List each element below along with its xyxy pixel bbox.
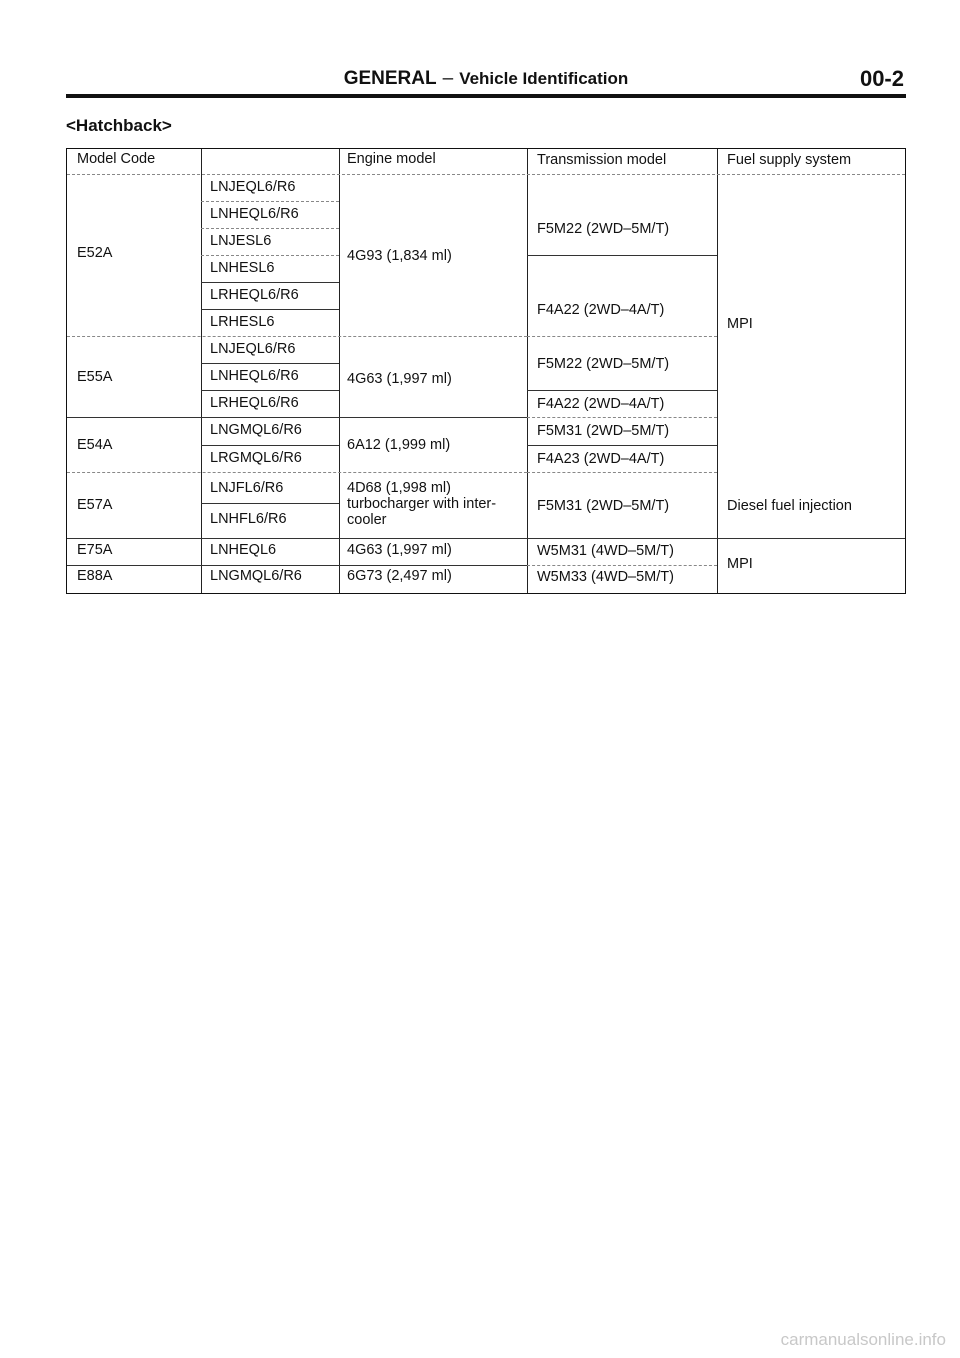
variant-code: LNJEQL6/R6 <box>210 179 296 195</box>
variant-code: LRGMQL6/R6 <box>210 450 302 466</box>
column-header-model-code: Model Code <box>77 151 156 167</box>
engine-model: 4G63 (1,997 ml) <box>347 542 452 558</box>
transmission-model: F4A22 (2WD–4A/T) <box>537 396 665 412</box>
model-code: E75A <box>77 542 113 558</box>
page-title <box>66 68 906 90</box>
transmission-model: W5M31 (4WD–5M/T) <box>537 543 674 559</box>
variant-code: LNHFL6/R6 <box>210 511 287 527</box>
column-header-fuel-supply-system: Fuel supply system <box>727 152 852 168</box>
transmission-model: W5M33 (4WD–5M/T) <box>537 569 674 585</box>
variant-code: LNHEQL6/R6 <box>210 368 299 384</box>
fuel-supply-system: MPI <box>727 556 753 572</box>
body-type-heading: <Hatchback> <box>66 116 172 135</box>
engine-model: 4G63 (1,997 ml) <box>347 371 452 387</box>
variant-code: LNJFL6/R6 <box>210 480 284 496</box>
watermark-footer: carmanualsonline.info <box>780 1330 946 1349</box>
engine-model: 6G73 (2,497 ml) <box>347 568 452 584</box>
group-divider <box>67 538 527 539</box>
variant-code: LRHEQL6/R6 <box>210 395 299 411</box>
page-header <box>66 66 906 98</box>
variant-code: LNHESL6 <box>210 260 275 276</box>
engine-model: 4G93 (1,834 ml) <box>347 248 452 264</box>
trans-divider <box>527 417 717 418</box>
group-divider <box>67 417 527 418</box>
variant-code: LNHEQL6 <box>210 542 277 558</box>
trans-divider <box>527 336 717 337</box>
section-name: GENERAL <box>343 68 437 89</box>
model-code: E52A <box>77 245 113 261</box>
variant-code: LNJESL6 <box>210 233 272 249</box>
variant-code: LNGMQL6/R6 <box>210 568 302 584</box>
col-divider <box>339 149 340 593</box>
variant-code: LNGMQL6/R6 <box>210 422 302 438</box>
row-divider <box>201 255 339 256</box>
model-code: E54A <box>77 437 113 453</box>
trans-divider <box>527 472 717 473</box>
vehicle-identification-table <box>66 148 906 594</box>
model-code: E55A <box>77 369 113 385</box>
trans-divider <box>527 538 717 539</box>
transmission-model: F5M31 (2WD–5M/T) <box>537 498 670 514</box>
variant-code: LRHESL6 <box>210 314 275 330</box>
trans-divider <box>527 445 717 446</box>
transmission-model: F5M22 (2WD–5M/T) <box>537 356 670 372</box>
variant-code: LRHEQL6/R6 <box>210 287 299 303</box>
trans-divider <box>527 390 717 391</box>
row-divider <box>201 228 339 229</box>
section-subtitle: Vehicle Identification <box>459 69 629 88</box>
variant-code: LNHEQL6/R6 <box>210 206 299 222</box>
group-divider <box>67 336 527 337</box>
variant-code: LNJEQL6/R6 <box>210 341 296 357</box>
transmission-model: F5M22 (2WD–5M/T) <box>537 221 670 237</box>
model-code: E57A <box>77 497 113 513</box>
fuel-supply-system: Diesel fuel injection <box>727 498 852 514</box>
engine-model-note: cooler <box>347 512 387 528</box>
col-divider <box>527 149 528 593</box>
row-divider <box>201 309 339 310</box>
trans-divider <box>527 565 717 566</box>
group-divider <box>67 565 527 566</box>
page-number: 00-2 <box>859 66 904 91</box>
transmission-model: F4A23 (2WD–4A/T) <box>537 451 665 467</box>
row-divider <box>67 174 905 175</box>
row-divider <box>201 201 339 202</box>
engine-model: 4D68 (1,998 ml) <box>347 480 451 496</box>
column-header-engine-model: Engine model <box>347 151 436 167</box>
engine-model-note: turbocharger with inter- <box>347 496 497 512</box>
model-code: E88A <box>77 568 113 584</box>
fuel-divider <box>717 538 905 539</box>
title-dash: – <box>442 68 454 89</box>
row-divider <box>201 282 339 283</box>
trans-divider <box>527 255 717 256</box>
group-divider <box>67 472 527 473</box>
transmission-model: F4A22 (2WD–4A/T) <box>537 302 665 318</box>
row-divider <box>201 445 339 446</box>
row-divider <box>201 390 339 391</box>
column-header-transmission-model: Transmission model <box>537 152 667 168</box>
fuel-supply-system: MPI <box>727 316 753 332</box>
row-divider <box>201 363 339 364</box>
transmission-model: F5M31 (2WD–5M/T) <box>537 423 670 439</box>
col-divider <box>717 149 718 593</box>
engine-model: 6A12 (1,999 ml) <box>347 437 451 453</box>
row-divider <box>201 503 339 504</box>
col-divider <box>201 149 202 593</box>
